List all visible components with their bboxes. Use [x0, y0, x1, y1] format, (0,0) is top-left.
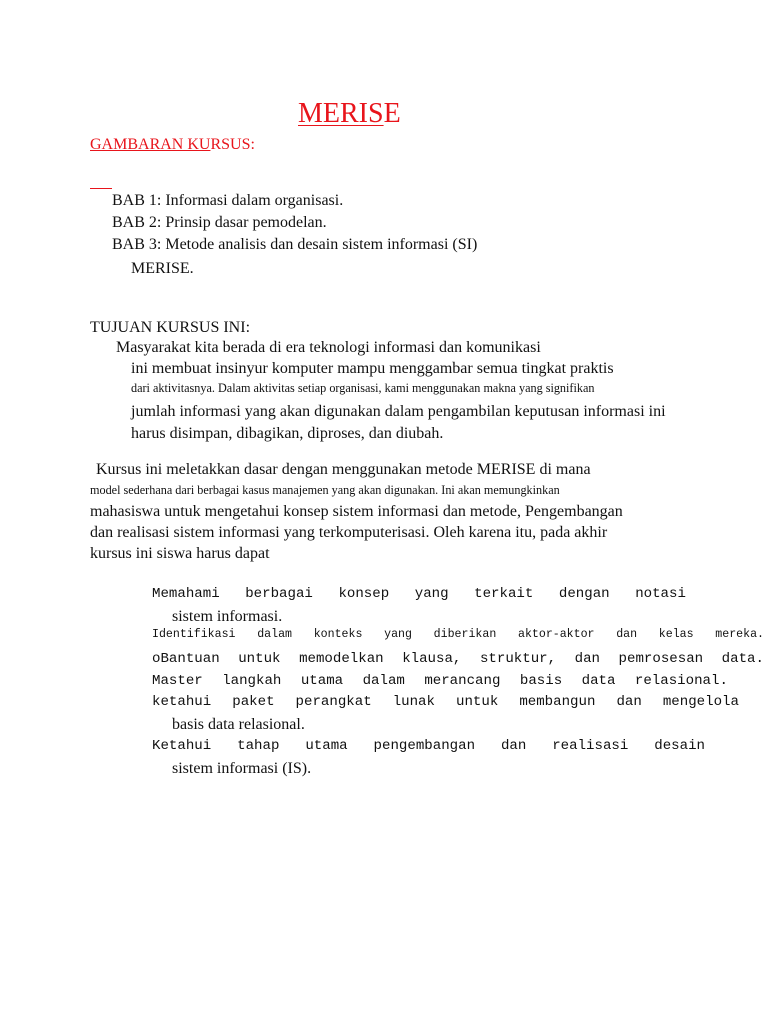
overview-heading-main: GAMBARAN KU [90, 136, 211, 153]
overview-heading [90, 136, 255, 154]
objective-word: pemrosesan [618, 651, 704, 667]
objective-word: memodelkan [299, 651, 384, 667]
objective-word: tahap [237, 738, 280, 754]
objective-word: basis [519, 673, 563, 689]
objective-word: desain [654, 738, 705, 754]
objective-line [152, 628, 764, 641]
objective-word: aktor-aktor [517, 628, 595, 641]
objective-word: notasi [635, 586, 686, 602]
objective-word: dalam [362, 673, 405, 689]
intro-line: Kursus ini meletakkan dasar dengan menggunakan metode MERISE di mana [96, 461, 591, 478]
objective-word: yang [384, 628, 412, 641]
title-main: MERIS [298, 98, 384, 129]
chapter-text: BAB 3: Metode analisis dan desain sistem informasi (SI) [112, 236, 478, 253]
objective-word: ketahui [152, 694, 212, 710]
objective-word: yang [414, 586, 449, 602]
objective-word: klausa, [402, 651, 462, 667]
objective-line [152, 673, 728, 689]
chapter-text: BAB 1: Informasi dalam organisasi. [112, 192, 344, 209]
goals-heading: TUJUAN KURSUS INI: [90, 319, 251, 336]
objective-word: Master [152, 673, 203, 689]
objective-word: membangun [519, 694, 596, 710]
objective-word: dalam [257, 628, 292, 641]
objective-word: lunak [392, 694, 435, 710]
objective-word: kelas [658, 628, 694, 641]
objective-line [152, 738, 705, 754]
objective-word: untuk [456, 694, 499, 710]
objective-word: dan [616, 628, 638, 641]
objective-word: konsep [338, 586, 390, 602]
objective-word: data. [721, 651, 764, 667]
objective-word: data [581, 673, 616, 689]
chapter-continuation: MERISE. [131, 260, 194, 277]
objective-word: dan [616, 694, 642, 710]
objective-line [152, 694, 739, 710]
objective-word: Identifikasi [152, 628, 236, 641]
intro-line: model sederhana dari berbagai kasus manajemen yang akan digunakan. Ini akan memungkinkan [90, 483, 560, 497]
objective-word: Memahami [152, 586, 220, 602]
objective-continuation: sistem informasi. [172, 608, 283, 625]
red-underline-mark [90, 188, 112, 189]
objective-word: paket [232, 694, 275, 710]
goals-line: dari aktivitasnya. Dalam aktivitas setiap organisasi, kami menggunakan makna yang signifikan [131, 381, 595, 395]
chapter-item [110, 214, 327, 232]
objective-continuation: sistem informasi (IS). [172, 760, 312, 777]
objective-word: mengelola [662, 694, 739, 710]
goals-line: ini membuat insinyur komputer mampu menggambar semua tingkat praktis [131, 360, 614, 377]
objective-word: oBantuan [152, 651, 220, 667]
objective-word: perangkat [295, 694, 372, 710]
objective-word: mereka. [715, 628, 764, 641]
objective-line [152, 651, 764, 667]
title-tail: E [383, 98, 401, 129]
objective-word: utama [300, 673, 344, 689]
objective-word: merancang [424, 673, 501, 689]
intro-line: dan realisasi sistem informasi yang terkomputerisasi. Oleh karena itu, pada akhir [90, 524, 608, 541]
objective-word: pengembangan [373, 738, 476, 754]
goals-line: Masyarakat kita berada di era teknologi informasi dan komunikasi [116, 339, 541, 356]
objective-word: relasional. [634, 673, 728, 689]
objective-word: untuk [238, 651, 281, 667]
objective-word: dan [500, 738, 527, 754]
document-title [298, 98, 401, 130]
chapter-text: BAB 2: Prinsip dasar pemodelan. [112, 214, 327, 231]
goals-line: jumlah informasi yang akan digunakan dalam pengambilan keputusan informasi ini [131, 403, 666, 420]
intro-line: mahasiswa untuk mengetahui konsep sistem informasi dan metode, Pengembangan [90, 503, 623, 520]
goals-line: harus disimpan, dibagikan, diproses, dan diubah. [131, 425, 444, 442]
objective-word: realisasi [552, 738, 629, 754]
objective-word: dan [574, 651, 600, 667]
overview-heading-tail: RSUS: [210, 136, 255, 153]
objective-continuation: basis data relasional. [172, 716, 305, 733]
chapter-item [110, 192, 343, 210]
objective-word: konteks [313, 628, 363, 641]
objective-line [152, 586, 686, 602]
objective-word: utama [305, 738, 348, 754]
objective-word: Ketahui [152, 738, 212, 754]
objective-word: langkah [222, 673, 282, 689]
objective-word: struktur, [479, 651, 557, 667]
objective-word: berbagai [245, 586, 313, 602]
objective-word: diberikan [433, 628, 497, 641]
objective-word: dengan [558, 586, 610, 602]
intro-line: kursus ini siswa harus dapat [90, 545, 270, 562]
objective-word: terkait [474, 586, 534, 602]
goals-bullet [114, 339, 541, 357]
chapter-item [110, 236, 477, 254]
